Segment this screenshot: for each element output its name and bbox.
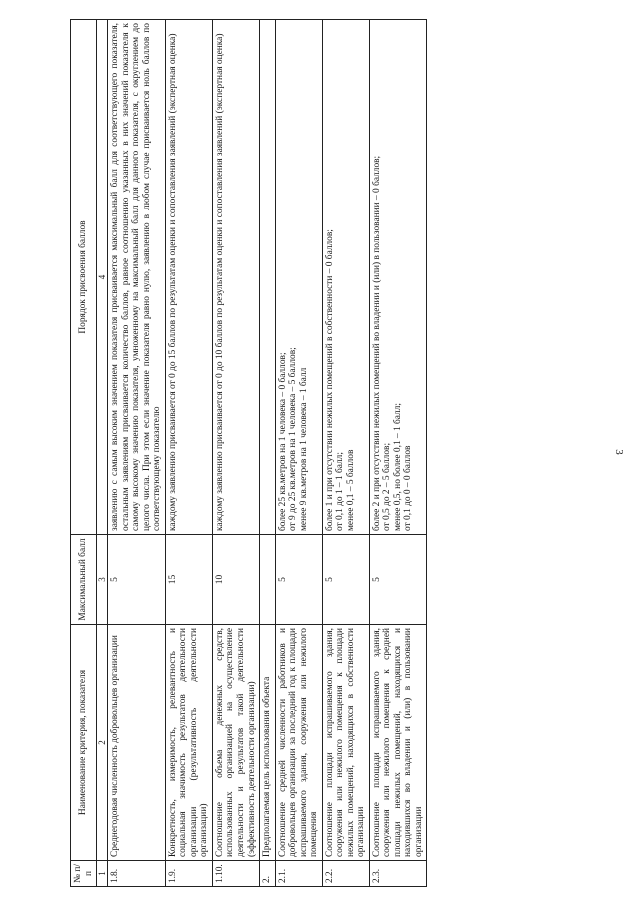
criterion-name: Соотношение площади испрашиваемого здания, сооружения или нежилого помещения к средней площади нежилых помещений, находящихся и находившихся во владении и (или) в пользовании организации <box>369 625 427 861</box>
header-scoring-order: Порядок присвоения баллов <box>71 20 97 535</box>
criteria-table <box>70 19 427 887</box>
table-row <box>108 20 166 887</box>
criterion-name: Предполагаемая цель использования объекта <box>260 625 276 861</box>
criterion-name: Конкретность, измеримость, релевантность и социальная значимость результатов деятельности организации (результативность деятельности организации) <box>165 625 212 861</box>
column-number-row <box>97 20 108 887</box>
table-row <box>322 20 369 887</box>
max-score: 5 <box>369 535 427 625</box>
row-number: 1.8. <box>108 861 166 887</box>
scoring-order: каждому заявлению присваивается от 0 до 10 баллов по результатам оценки и сопоставления заявлений (экспертная оценка) <box>212 20 259 535</box>
page-number: 3 <box>612 449 625 455</box>
header-criterion-name: Наименование критерия, показателя <box>71 625 97 861</box>
max-score <box>260 535 276 625</box>
scoring-order <box>260 20 276 535</box>
table-row <box>369 20 427 887</box>
table-row <box>165 20 212 887</box>
table-row <box>260 20 276 887</box>
criterion-name: Среднегодовая численность добровольцев организации <box>108 625 166 861</box>
max-score: 10 <box>212 535 259 625</box>
column-number: 4 <box>97 20 108 535</box>
column-number: 1 <box>97 861 108 887</box>
table-header-row <box>71 20 97 887</box>
criterion-name: Соотношение объема денежных средств, использованных организацией на осуществление деятельности и результатов такой деятельности (эффективность деятельности организации) <box>212 625 259 861</box>
max-score: 15 <box>165 535 212 625</box>
header-max-score: Максимальный балл <box>71 535 97 625</box>
row-number: 2.3. <box>369 861 427 887</box>
column-number: 2 <box>97 625 108 861</box>
rotated-table-container <box>70 20 595 887</box>
row-number: 2.2. <box>322 861 369 887</box>
scoring-order: каждому заявлению присваивается от 0 до 15 баллов по результатам оценки и сопоставления заявлений (экспертная оценка) <box>165 20 212 535</box>
row-number: 2.1. <box>275 861 322 887</box>
criterion-name: Соотношение средней численности работников и добровольцев организации за последний год к площади испрашиваемого здания, сооружения или нежилого помещения <box>275 625 322 861</box>
table-row <box>212 20 259 887</box>
row-number: 1.10. <box>212 861 259 887</box>
scoring-order: более 25 кв.метров на 1 человека – 0 баллов; от 9 до 25 кв.метров на 1 человека – 5 баллов; менее 9 кв.метров на 1 человека – 1 балл <box>275 20 322 535</box>
row-number: 1.9. <box>165 861 212 887</box>
scoring-order: заявлению с самым высоким значением показателя присваивается максимальный балл для соответствующего показателя, остальным заявлениям присваивается количество баллов, равное соотношению указанных в них значений показателя к самому высокому значению показателя, умноженному на максимальный балл для данного показателя, с округлением до целого числа. При этом если значение показателя равно нулю, заявлению в любом случае присваивается ноль баллов по соответствующему показателю <box>108 20 166 535</box>
max-score: 5 <box>275 535 322 625</box>
row-number: 2. <box>260 861 276 887</box>
column-number: 3 <box>97 535 108 625</box>
scoring-order: более 1 и при отсутствии нежилых помещений в собственности – 0 баллов; от 0,1 до 1 – 1 балл; менее 0,1 – 5 баллов <box>322 20 369 535</box>
scoring-order: более 2 и при отсутствии нежилых помещений во владении и (или) в пользовании – 0 баллов; от 0,5 до 2 – 5 баллов; менее 0,5, но более 0,1 – 1 балл; от 0,1 до 0 – 0 баллов <box>369 20 427 535</box>
criterion-name: Соотношение площади испрашиваемого здания, сооружения или нежилого помещения к площади нежилых помещений, находящихся в собственности организации <box>322 625 369 861</box>
table-row <box>275 20 322 887</box>
max-score: 5 <box>108 535 166 625</box>
header-number: № п/п <box>71 861 97 887</box>
max-score: 5 <box>322 535 369 625</box>
